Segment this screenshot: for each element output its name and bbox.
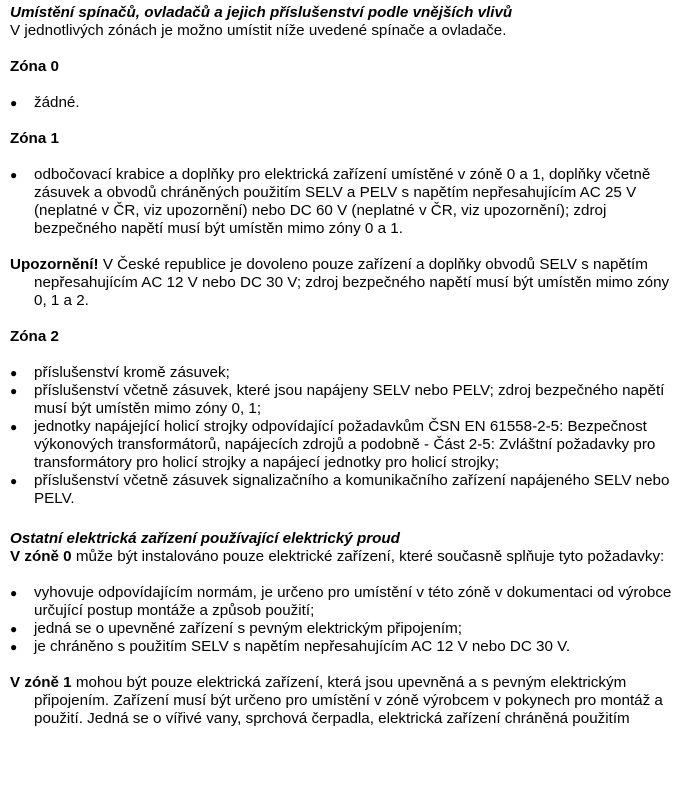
zone1-list: [10, 166, 683, 238]
zone0-list: [10, 94, 683, 112]
zone0-equipment-label: V zóně 0: [10, 548, 72, 565]
zone0-heading: Zóna 0: [10, 58, 59, 75]
warning-text: V České republice je dovoleno pouze zařízení a doplňky obvodů SELV s napětím nepřesahujícím AC 12 V nebo DC 30 V; zdroj bezpečného napětí musí být umístěn mimo zóny 0, 1 a 2.: [34, 256, 670, 309]
list-item: ● jednotky napájející holicí strojky odpovídající požadavkům ČSN EN 61558-2-5: Bezpečnost výkonových transformátorů, napájecích zdrojů a podobně - Část 2-5: Zvláštní požadavky pro transformátory pro holicí strojky a napájecí jednotky pro holicí strojky;: [10, 418, 656, 471]
list-item: ● jedná se o upevněné zařízení s pevným elektrickým připojením;: [10, 620, 462, 637]
list-item: ● vyhovuje odpovídajícím normám, je určeno pro umístění v této zóně v dokumentaci od výrobce určující postup montáže a způsob použití;: [10, 584, 672, 619]
bullet-icon: ●: [10, 622, 18, 636]
section-title-other-equipment: Ostatní elektrická zařízení používající elektrický proud: [10, 530, 400, 547]
bullet-icon: ●: [10, 168, 18, 182]
list-item: ● příslušenství včetně zásuvek, které jsou napájeny SELV nebo PELV; zdroj bezpečného napětí musí být umístěn mimo zóny 0, 1;: [10, 382, 665, 417]
bullet-icon: ●: [10, 384, 18, 398]
bullet-icon: ●: [10, 640, 18, 654]
section-title-switches: Umístění spínačů, ovladačů a jejich příslušenství podle vnějších vlivů: [10, 4, 513, 21]
bullet-icon: ●: [10, 474, 18, 488]
zone0-equipment-list: [10, 584, 683, 656]
warning-paragraph: [10, 256, 683, 310]
list-item: ● odbočovací krabice a doplňky pro elektrická zařízení umístěné v zóně 0 a 1, doplňky včetně zásuvek a obvodů chráněných použitím SELV a PELV s napětím nepřesahujícím AC 25 V (neplatné v ČR, viz upozornění) nebo DC 60 V (neplatné v ČR, viz upozornění); zdroj bezpečného napětí musí být umístěn mimo zóny 0 a 1.: [10, 166, 651, 237]
zone0-equipment-paragraph: V zóně 0 může být instalováno pouze elektrické zařízení, které současně splňuje tyto požadavky:: [10, 548, 665, 565]
section-intro: V jednotlivých zónách je možno umístit níže uvedené spínače a ovladače.: [10, 22, 507, 39]
bullet-icon: ●: [10, 586, 18, 600]
zone1-heading: Zóna 1: [10, 130, 59, 147]
list-item: ● žádné.: [10, 94, 80, 111]
zone1-equipment-paragraph: V zóně 1 mohou být pouze elektrická zařízení, která jsou upevněná a s pevným elektrickým připojením. Zařízení musí být určeno pro umístění v zóně výrobcem v pokynech pro montáž a použití. Jedná se o vířivé vany, sprchová čerpadla, elektrická zařízení chráněná použitím: [10, 674, 663, 727]
bullet-icon: ●: [10, 366, 18, 380]
bullet-icon: ●: [10, 420, 18, 434]
list-item: ● je chráněno s použitím SELV s napětím nepřesahujícím AC 12 V nebo DC 30 V.: [10, 638, 571, 655]
warning-label: Upozornění!: [10, 256, 99, 273]
zone2-list: [10, 364, 683, 508]
list-item: ● příslušenství kromě zásuvek;: [10, 364, 230, 381]
zone2-heading: Zóna 2: [10, 328, 59, 345]
list-item: ● příslušenství včetně zásuvek signalizačního a komunikačního zařízení napájeného SELV nebo PELV.: [10, 472, 670, 507]
bullet-icon: ●: [10, 96, 18, 110]
zone1-equipment-label: V zóně 1: [10, 674, 72, 691]
